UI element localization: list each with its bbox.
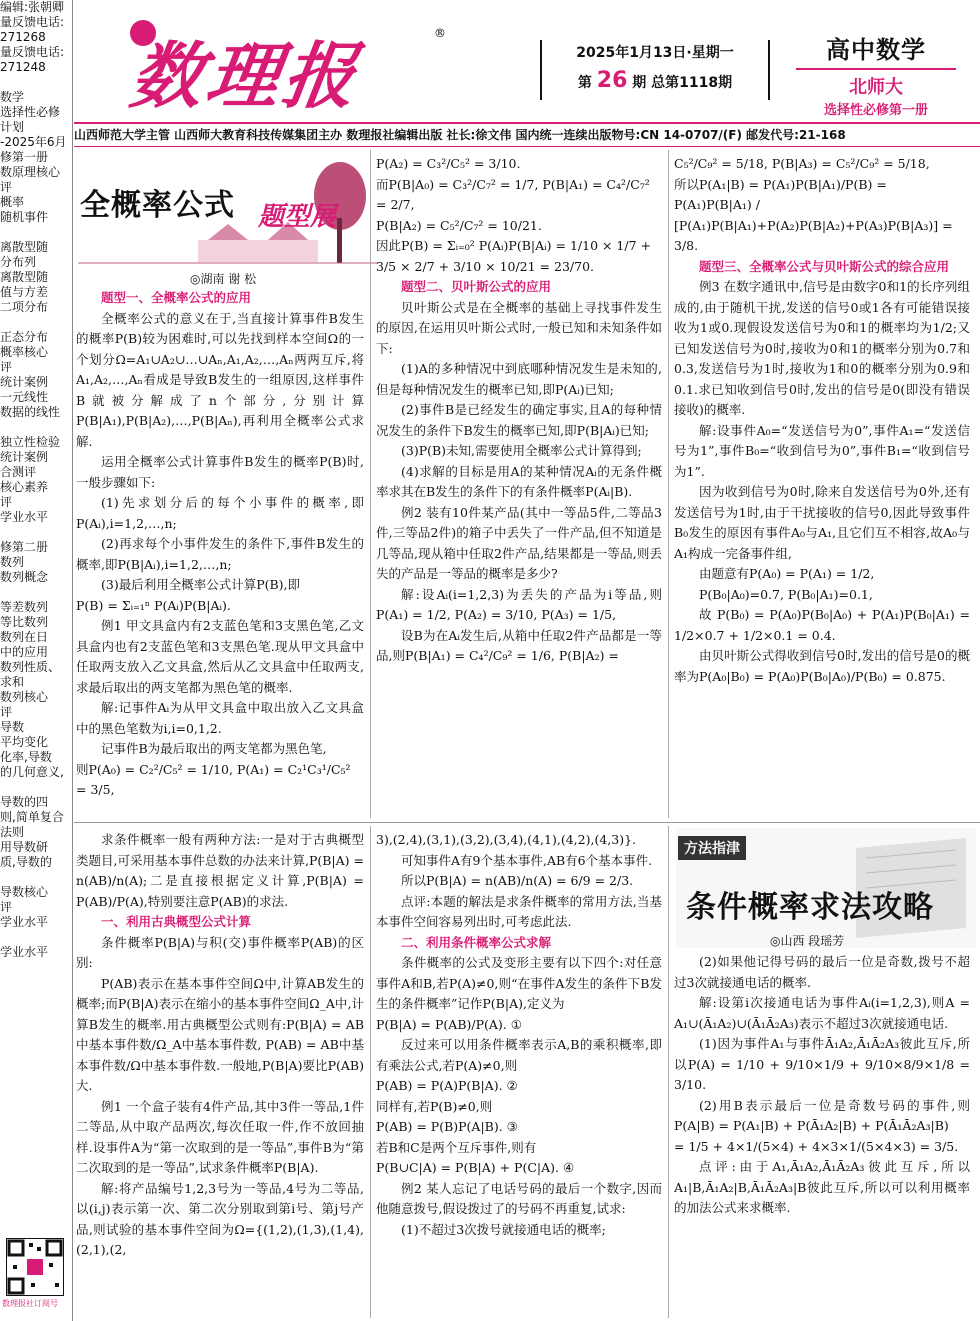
paragraph: (2)事件B是已经发生的确定事实,且A的每种情况发生的条件下B发生的概率已知,即P(B|Aᵢ)已知; xyxy=(376,402,662,438)
paragraph: 解:记事件Aᵢ为从甲文具盒中取出放入乙文具盒中的黑色笔数为i,i=0,1,2. xyxy=(76,700,364,736)
left-strip-line: 量反馈电话: xyxy=(0,45,65,59)
paragraph: 由贝叶斯公式得收到信号0时,发出的信号是0的概率为P(A₀|B₀) = P(A₀)P(B₀|A₀)/P(B₀) = 0.875. xyxy=(674,648,970,684)
section-heading: 题型三、全概率公式与贝叶斯公式的综合应用 xyxy=(699,258,950,274)
paragraph: 解:将产品编号1,2,3号为一等品,4号为二等品,以(i,j)表示第一次、第二次分别取到第i号、第j号产品,则试验的基本事件空间为Ω={(1,2),(1,3),(1,4),(2,1),(2, xyxy=(76,1180,364,1257)
left-strip-line: 评 xyxy=(0,705,13,719)
paragraph: 例1 一个盒子装有4件产品,其中3件一等品,1件二等品,从中取产品两次,每次任取一件,作不放回抽样.设事件A为“第一次取到的是一等品”,事件B为“第二次取到的是一等品”,试求条件概率P(B|A). xyxy=(76,1098,364,1175)
registered-mark: ® xyxy=(434,26,446,40)
paragraph: 例2 装有10件某产品(其中一等品5件,二等品3件,三等品2件)的箱子中丢失了一件产品,但不知道是几等品,现从箱中任取2件产品,结果都是一等品,则丢失的产品是一等品的概率是多少? xyxy=(376,504,662,581)
paragraph: 设B为在Aᵢ发生后,从箱中任取2件产品都是一等品,则P(B|A₁) = C₄²/C₉² = 1/6, P(B|A₂) = xyxy=(376,627,662,663)
paragraph: (3)最后利用全概率公式计算P(B),即 xyxy=(101,577,301,592)
column-divider xyxy=(370,826,371,1318)
left-strip-line: 法则 xyxy=(0,825,25,839)
left-strip-line: 选择性必修 xyxy=(0,105,61,119)
left-strip-line: 求和 xyxy=(0,675,25,689)
left-strip-line: 概率 xyxy=(0,195,25,209)
formula-line: P(A₁)P(B|A₁) / [P(A₁)P(B|A₁)+P(A₂)P(B|A₂)+P(A₃)P(B|A₃)] = 3/8. xyxy=(674,197,953,253)
left-strip-line: 计划 xyxy=(0,120,25,134)
left-strip-line: 数列在日 xyxy=(0,630,49,644)
paragraph: 例1 甲文具盒内有2支蓝色笔和3支黑色笔,乙文具盒内也有2支蓝色笔和3支黑色笔.现从甲文具盒中任取两支放入乙文具盒,然后从乙文具盒中任取两支,求最后取出的两支笔都为黑色笔的概率. xyxy=(76,618,364,695)
left-strip-line xyxy=(0,780,72,795)
left-strip-line: 分布列 xyxy=(0,255,37,269)
left-strip-line: 数原理核心 xyxy=(0,165,61,179)
left-strip-line: 随机事件 xyxy=(0,210,49,224)
left-strip-line: 二项分布 xyxy=(0,300,49,314)
left-strip-line: 271248 xyxy=(0,60,46,74)
left-strip-line: 数列 xyxy=(0,555,25,569)
left-strip-line: 合测评 xyxy=(0,465,37,479)
formula-line: = 1/5 + 4×1/(5×4) + 4×3×1/(5×4×3) = 3/5. xyxy=(674,1138,959,1154)
issue-number-line xyxy=(542,67,768,97)
left-strip-line xyxy=(0,420,72,435)
column-divider xyxy=(668,826,669,1318)
qr-caption: 数理报社订阅号 xyxy=(2,1299,58,1308)
paragraph: P(B₀|A₀)=0.7, P(B₀|A₁)=0.1, xyxy=(699,586,873,602)
paragraph: (3)P(B)未知,需要使用全概率公式计算得到; xyxy=(401,443,642,458)
paragraph: 条件概率P(B|A)与积(交)事件概率P(AB)的区别: xyxy=(76,934,364,970)
left-strip-line: 修第一册 xyxy=(0,150,49,164)
left-strip-line: 数列性质、 xyxy=(0,660,61,674)
left-strip-line: 数学 xyxy=(0,90,25,104)
formula-line: 而P(B|A₀) = C₃²/C₇² = 1/7, P(B|A₁) = C₄²/C₇² = 2/7, xyxy=(376,176,650,212)
article1-column-1 xyxy=(76,288,364,816)
article1-column-2 xyxy=(376,154,662,816)
left-strip-line: 导数核心 xyxy=(0,885,49,899)
section-divider xyxy=(74,822,980,823)
paragraph: 解:设第i次接通电话为事件Aᵢ(i=1,2,3),则A = A₁∪(Ā₁A₂)∪(Ā₁Ā₂A₃)表示不超过3次就接通电话. xyxy=(674,995,970,1031)
edition-publisher: 北师大 xyxy=(849,77,903,98)
paragraph: 全概率公式的意义在于,当直接计算事件B发生的概率P(B)较为困难时,可以先找到样本空间Ω的一个划分Ω=A₁∪A₂∪…∪Aₙ,A₁,A₂,…,Aₙ两两互斥,将A₁,A₂,…,Aₙ看成是导致B发生的一组原因,这样事件B就被分解成了n个部分,分别计算P(B|A₁),P(B|A₂),…,P(B|Aₙ),再利用全概率公式求解. xyxy=(76,310,364,449)
left-strip-line: 编辑:张朝卿 xyxy=(0,0,65,14)
paragraph: 例2 某人忘记了电话号码的最后一个数字,因而他随意拨号,假设拨过了的号码不再重复,试求: xyxy=(376,1180,662,1216)
column-tag: 方法指津 xyxy=(678,836,746,860)
left-strip-line: 离散型随 xyxy=(0,240,49,254)
left-strip-line: 学业水平 xyxy=(0,510,49,524)
left-strip-line: 概率核心 xyxy=(0,345,49,359)
edition-divider xyxy=(796,68,956,70)
left-strip-line: 用导数研 xyxy=(0,840,49,854)
formula-line: P(B∪C|A) = P(B|A) + P(C|A). ④ xyxy=(376,1160,575,1175)
left-strip-line: 271268 xyxy=(0,30,46,44)
left-strip-line: 评 xyxy=(0,180,13,194)
formula-line: 若B和C是两个互斥事件,则有 xyxy=(376,1139,537,1155)
left-strip-line: 离散型随 xyxy=(0,270,49,284)
left-strip-line: 数据的线性 xyxy=(0,405,61,419)
paragraph: 点评:由于A₁,Ā₁A₂,Ā₁Ā₂A₃彼此互斥,所以A₁|B,Ā₁A₂|B,Ā₁Ā₂A₃|B彼此互斥,所以可以利用概率的加法公式来求概率. xyxy=(674,1159,970,1215)
article-byline: ◎山西 段瑶芳 xyxy=(770,934,845,948)
left-strip-line: 一元线性 xyxy=(0,390,49,404)
paragraph: 运用全概率公式计算事件B发生的概率P(B)时,一般步骤如下: xyxy=(76,454,364,490)
article2-column-1 xyxy=(76,830,364,1318)
paragraph: 条件概率的公式及变形主要有以下四个:对任意事件A和B,若P(A)≠0,则“在事件A发生的条件下B发生的条件概率”记作P(B|A),定义为 xyxy=(376,955,662,1011)
formula-line: P(A₂) = C₃²/C₅² = 3/10. xyxy=(376,156,521,171)
left-strip-line: 正态分布 xyxy=(0,330,49,344)
left-strip-line xyxy=(0,315,72,330)
paragraph: (2)再求每个小事件发生的条件下,事件B发生的概率,即P(B|Aᵢ),i=1,2,…,n; xyxy=(76,536,364,572)
issue-suffix: 期 总第1118期 xyxy=(632,75,733,91)
left-strip-line: 独立性检验 xyxy=(0,435,61,449)
section-heading: 题型一、全概率公式的应用 xyxy=(101,290,252,305)
left-strip-line: 统计案例 xyxy=(0,375,49,389)
left-strip-line: 质,导数的 xyxy=(0,855,52,869)
paragraph: 记事件B为最后取出的两支笔都为黑色笔, xyxy=(101,741,327,756)
left-strip-contents xyxy=(0,0,73,1321)
formula-line: 所以P(A₁|B) = P(A₁)P(B|A₁)/P(B) = xyxy=(674,176,887,192)
article-subtitle: 题型展 xyxy=(258,202,337,232)
paragraph: P(AB)表示在基本事件空间Ω中,计算AB发生的概率;而P(B|A)表示在缩小的基本事件空间Ω_A中,计算B发生的概率.用古典概型公式则有:P(B|A) = AB中基本事件数/Ω_A中基本事件数, P(AB) = AB中基本事件数/Ω中基本事件数.一般地,P(B|A)要比P(AB)大. xyxy=(76,975,364,1093)
paragraph: (1)先求划分后的每个小事件的概率,即P(Aᵢ),i=1,2,…,n; xyxy=(76,495,364,531)
left-strip-line xyxy=(0,930,72,945)
formula-line: P(B) = Σᵢ₌₁ⁿ P(Aᵢ)P(B|Aᵢ). xyxy=(76,597,231,613)
edition-block xyxy=(776,30,976,118)
column-divider xyxy=(370,150,371,818)
paragraph: 解:设Aᵢ(i=1,2,3)为丢失的产品为i等品,则P(A₁) = 1/2, P(A₂) = 3/10, P(A₃) = 1/5, xyxy=(376,586,662,622)
article-title: 条件概率求法攻略 xyxy=(686,890,934,925)
paragraph: 求条件概率一般有两种方法:一是对于古典概型类题目,可采用基本事件总数的办法来计算,P(B|A) = n(AB)/n(A);二是直接根据定义计算,P(B|A) = P(AB)/P(A),特别要注意P(AB)的求法. xyxy=(76,832,364,909)
article-title: 全概率公式 xyxy=(80,188,235,223)
formula-line: P(AB) = P(B)P(A|B). ③ xyxy=(376,1119,518,1134)
paragraph: 解:设事件A₀=“发送信号为0”,事件A₁=“发送信号为1”,事件B₀=“收到信号为0”,事件B₁=“收到信号为1”. xyxy=(674,422,970,479)
paragraph: 因为收到信号为0时,除来自发送信号为0外,还有发送信号为1时,由于干扰接收的信号0,因此导致事件B₀发生的原因有事件A₀与A₁,且它们互不相容,故A₀与A₁构成一完备事件组, xyxy=(674,484,970,561)
left-strip-line xyxy=(0,75,72,90)
left-strip-line: 评 xyxy=(0,495,13,509)
paragraph: (1)A的多种情况中到底哪种情况发生是未知的,但是每种情况发生的概率已知,即P(Aᵢ)已知; xyxy=(376,361,662,397)
formula-line: C₅²/C₉² = 5/18, P(B|A₃) = C₅²/C₉² = 5/18, xyxy=(674,156,930,171)
article2-column-2 xyxy=(376,830,662,1318)
left-strip-line: 则,简单复合 xyxy=(0,810,64,824)
formula-line: P(AB) = P(A)P(B|A). ② xyxy=(376,1078,518,1093)
left-strip-line xyxy=(0,225,72,240)
left-strip-line: 评 xyxy=(0,360,13,374)
newspaper-title: 数理报 xyxy=(125,33,366,118)
left-strip-line: 等比数列 xyxy=(0,615,49,629)
left-strip-line xyxy=(0,870,72,885)
left-strip-line xyxy=(0,525,72,540)
left-strip-line: 数列概念 xyxy=(0,570,49,584)
left-strip-line: 的几何意义, xyxy=(0,765,64,779)
left-strip-line: 值与方差 xyxy=(0,285,49,299)
left-strip-line: 量反馈电话: xyxy=(0,15,65,29)
left-strip-line: 等差数列 xyxy=(0,600,49,614)
left-strip-line: 核心素养 xyxy=(0,480,49,494)
issue-number: 26 xyxy=(596,68,628,93)
article2-column-3 xyxy=(674,952,970,1318)
formula-line: 同样有,若P(B)≠0,则 xyxy=(376,1098,493,1114)
publication-info-bar: 山西师范大学主管 山西师大教育科技传媒集团主办 数理报社编辑出版 社长:徐文伟 国内统一连续出版物号:CN 14-0707/(F) 邮发代号:21-168 xyxy=(74,122,980,147)
section-heading: 题型二、贝叶斯公式的应用 xyxy=(401,279,552,294)
section-heading: 二、利用条件概率公式求解 xyxy=(401,934,552,950)
issue-date-box xyxy=(540,40,770,100)
paragraph: (2)用B表示最后一位是奇数号码的事件,则P(A|B) = P(A₁|B) + P(Ā₁A₂|B) + P(Ā₁Ā₂A₃|B) xyxy=(674,1097,970,1133)
qr-code-icon xyxy=(6,1238,64,1296)
paragraph: (2)如果他记得号码的最后一位是奇数,拨号不超过3次就接通电话的概率. xyxy=(674,954,970,990)
left-strip-line: 化率,导数 xyxy=(0,750,52,764)
left-strip-line: 统计案例 xyxy=(0,450,49,464)
paragraph: 故 P(B₀) = P(A₀)P(B₀|A₀) + P(A₁)P(B₀|A₁) = 1/2×0.7 + 1/2×0.1 = 0.4. xyxy=(674,607,970,643)
left-strip-line: 修第二册 xyxy=(0,540,49,554)
left-strip-line: 学业水平 xyxy=(0,945,49,959)
paragraph: 由题意有P(A₀) = P(A₁) = 1/2, xyxy=(699,566,875,581)
article-byline: ◎湖南 谢 松 xyxy=(190,272,257,286)
left-strip-line: 平均变化 xyxy=(0,735,49,749)
paragraph: 可知事件A有9个基本事件,AB有6个基本事件. xyxy=(401,852,653,868)
edition-subject: 高中数学 xyxy=(826,36,926,64)
paragraph: (1)不超过3次拨号就接通电话的概率; xyxy=(401,1221,606,1237)
left-strip-line xyxy=(0,585,72,600)
paragraph: 所以P(B|A) = n(AB)/n(A) = 6/9 = 2/3. xyxy=(401,873,634,888)
paragraph: 3),(2,4),(3,1),(3,2),(3,4),(4,1),(4,2),(4,3)}. xyxy=(376,832,636,847)
left-strip-line: 数列核心 xyxy=(0,690,49,704)
paragraph: 例3 在数字通讯中,信号是由数字0和1的长序列组成的,由于随机干扰,发送的信号0或1各有可能错误接收为1或0.现假设发送信号为0和1的概率均为1/2;又已知发送信号为0时,接收为0和1的概率分别为0.7和0.3,发送信号为1时,接收为1和0的概率分别为0.9和0.1.求已知收到信号0时,发出的信号是0(即没有错误接收)的概率. xyxy=(674,279,970,417)
formula-line: 则P(A₀) = C₂²/C₅² = 1/10, P(A₁) = C₂¹C₃¹/C₅² = 3/5, xyxy=(76,761,351,797)
formula-line: P(B|A) = P(AB)/P(A). ① xyxy=(376,1016,522,1032)
left-strip-line: -2025年6月 xyxy=(0,135,67,149)
paragraph: 点评:本题的解法是求条件概率的常用方法,当基本事件空间容易列出时,可考虑此法. xyxy=(376,893,662,929)
issue-prefix: 第 xyxy=(577,75,592,91)
paragraph: (1)因为事件A₁与事件Ā₁A₂,Ā₁Ā₂A₃彼此互斥,所以P(A) = 1/10 + 9/10×1/9 + 9/10×8/9×1/8 = 3/10. xyxy=(674,1036,970,1092)
left-strip-line: 评 xyxy=(0,900,13,914)
article1-column-3 xyxy=(674,154,970,816)
section-heading: 一、利用古典概型公式计算 xyxy=(101,914,252,929)
issue-date: 2025年1月13日·星期一 xyxy=(576,45,734,61)
left-strip-line: 学业水平 xyxy=(0,915,49,929)
edition-volume: 选择性必修第一册 xyxy=(823,103,928,118)
paragraph: 反过来可以用条件概率表示A,B的乘积概率,即有乘法公式,若P(A)≠0,则 xyxy=(376,1037,662,1073)
formula-line: P(B|A₂) = C₅²/C₇² = 10/21. xyxy=(376,217,542,233)
column-divider xyxy=(668,150,669,818)
left-strip-line: 导数 xyxy=(0,720,25,734)
paragraph: 贝叶斯公式是在全概率的基础上寻找事件发生的原因,在运用贝叶斯公式时,一般已知和未知条件如下: xyxy=(376,299,662,356)
formula-line: 因此P(B) = Σᵢ₌₀² P(Aᵢ)P(B|Aᵢ) = 1/10 × 1/7 + 3/5 × 2/7 + 3/10 × 10/21 = 23/70. xyxy=(376,238,652,274)
left-strip-line: 导数的四 xyxy=(0,795,49,809)
paragraph: (4)求解的目标是用A的某种情况Aᵢ的无条件概率求其在B发生的条件下的有条件概率P(Aᵢ|B). xyxy=(376,463,662,499)
left-strip-line: 中的应用 xyxy=(0,645,49,659)
